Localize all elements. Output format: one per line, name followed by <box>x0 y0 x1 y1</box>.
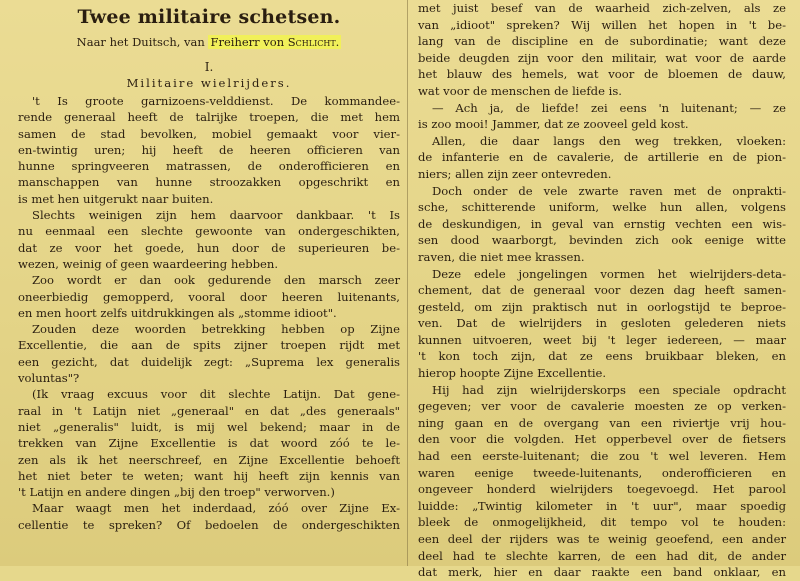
text-line: Deze edele jongelingen vormen het wielrijders-deta- <box>432 266 786 281</box>
text-line: nu eenmaal een slechte gewoonte van ondergeschikten, <box>18 224 400 239</box>
text-line: oneerbiedig gemopperd, vooral door heeren luitenants, <box>18 289 400 304</box>
text-line: Maar waagt men het inderdaad, zóó over Zijne Ex- <box>32 501 400 516</box>
text-line: de infanterie en de cavalerie, de artillerie en de pion- <box>418 150 786 165</box>
text-line: dat ze voor het goede, hun door de superieuren be- <box>18 240 400 255</box>
text-line: had een eerste-luitenant; die zou 't wel leveren. Hem <box>418 449 786 464</box>
text-line: voluntas"? <box>18 371 80 386</box>
author-last: Schlicht. <box>287 35 340 49</box>
text-line: sche, schitterende uniform, welke hun allen, volgens <box>418 200 786 215</box>
text-line: is met hen uitgerukt naar buiten. <box>18 191 214 206</box>
text-line: luidde: „Twintig kilometer in 't uur", maar spoedig <box>418 498 786 513</box>
text-line: Hij had zijn wielrijderskorps een speciale opdracht <box>432 382 786 397</box>
text-line: niers; allen zijn zeer ontevreden. <box>418 166 612 181</box>
text-line: Doch onder de vele zwarte raven met de onprakti- <box>432 183 786 198</box>
article-title: Twee militaire schetsen. <box>77 6 341 28</box>
text-line: niet „generalis" luidt, is mij wel bekend; maar in de <box>18 419 400 434</box>
text-line: het niet beter te weten; want hij heeft zijn kennis van <box>18 468 400 483</box>
text-line: gesteld, om zijn praktisch nut in oorlogstijd te beproe- <box>418 299 786 314</box>
text-line: bleek de onmogelijkheid, dit tempo vol te houden: <box>418 515 786 530</box>
text-line: een deel der rijders was te weinig geoefend, een ander <box>418 532 786 546</box>
text-line: van „idioot" spreken? Wij willen het hopen in 't be- <box>418 17 786 32</box>
text-line: waren eenige tweede-luitenants, onderofficieren en <box>418 465 786 480</box>
text-line: cellentie te spreken? Of bedoelen de ondergeschikten <box>18 517 400 532</box>
text-line: ongeveer honderd wielrijders toegevoegd. Het parool <box>418 482 786 497</box>
text-line: samen de stad bevolken, mobiel gemaakt voor vier- <box>18 126 400 141</box>
section-title: Militaire wielrijders. <box>126 76 292 90</box>
right-column-body <box>418 0 786 581</box>
text-line: het blauw des hemels, wat voor de bloemen de dauw, <box>418 67 786 82</box>
text-line: 't kon toch zijn, dat ze eens bruikbaar bleken, en <box>418 349 786 364</box>
text-line: raal in 't Latijn niet „generaal" en dat „des generaals" <box>18 403 400 418</box>
article-subtitle <box>18 34 400 50</box>
text-line: zen als ik het neerschreef, en Zijne Excellentie behoeft <box>18 452 400 467</box>
text-line: raven, die niet mee krassen. <box>418 249 585 264</box>
subtitle-prefix: Naar het Duitsch, van <box>76 35 205 49</box>
text-line: ning gaan en de overgang van een riviertje vrij hou- <box>418 415 786 430</box>
text-line: deel had te slechte karren, de een had dit, de ander <box>418 548 786 563</box>
text-line: sen dood waarborgt, bevinden zich ook eenige witte <box>418 233 786 248</box>
right-column <box>418 0 786 580</box>
text-line: en men hoort zelfs uitdrukkingen als „stomme idioot". <box>18 305 337 320</box>
text-line: beide deugden zijn voor den militair, wat voor de aarde <box>418 50 786 65</box>
column-divider <box>407 0 408 566</box>
text-line: Excellentie, die aan de spits zijner troepen rijdt met <box>18 338 400 353</box>
text-line: (Ik vraag excuus voor dit slechte Latijn. Dat gene- <box>32 387 400 402</box>
section-number: I. <box>204 60 214 74</box>
text-line: rende generaal heeft de talrijke troepen, die met hem <box>18 110 400 125</box>
text-line: is zoo mooi! Jammer, dat ze zooveel geld kost. <box>418 117 689 132</box>
text-line: een gezicht, dat duidelijk zegt: „Suprema lex generalis <box>18 354 400 369</box>
text-line: manschappen van hunne stroozakken opgeschrikt en <box>18 175 400 190</box>
text-line: ven. Dat de wielrijders in gesloten gelederen niets <box>418 316 786 331</box>
left-column-body <box>18 93 400 533</box>
author-name <box>208 35 341 49</box>
text-line: 't Is groote garnizoens-velddienst. De kommandee- <box>32 94 400 108</box>
text-line: wat voor de menschen de liefde is. <box>418 83 622 98</box>
text-line: — Ach ja, de liefde! zei eens 'n luitenant; — ze <box>432 100 786 115</box>
text-line: 't Latijn en andere dingen „bij den troep" verworven.) <box>18 485 335 500</box>
text-line: Zoo wordt er dan ook gedurende den marsch zeer <box>32 273 400 288</box>
text-line: hunne springveeren matrassen, de onderofficieren en <box>18 159 400 174</box>
text-line: kunnen uitvoeren, weet bij 't leger iedereen, — maar <box>418 332 786 347</box>
text-line: Allen, die daar langs den weg trekken, vloeken: <box>432 133 786 148</box>
text-line: wezen, weinig of geen waardeering hebben. <box>18 256 279 271</box>
text-line: lang van de discipline en de subordinatie; want deze <box>418 34 786 49</box>
text-line: Zouden deze woorden betrekking hebben op Zijne <box>32 322 400 337</box>
text-line: en-twintig uren; hij heeft de heeren officieren van <box>18 142 400 157</box>
text-line: gegeven; ver voor de cavalerie moesten ze op verken- <box>418 399 786 414</box>
text-line: Slechts weinigen zijn hem daarvoor dankbaar. 't Is <box>32 208 400 223</box>
left-column <box>18 0 400 566</box>
text-line: trekken van Zijne Excellentie is dat woord zóó te le- <box>18 436 400 451</box>
text-line: de deskundigen, in geval van ernstig vechten een wis- <box>418 216 786 231</box>
text-line: den voor die volgden. Het opperbevel over de fietsers <box>418 432 786 447</box>
text-line: hierop hoopte Zijne Excellentie. <box>418 366 607 381</box>
author-first: Freiherr von <box>210 35 285 49</box>
text-line: chement, dat de generaal voor dezen dag heeft samen- <box>418 283 786 298</box>
text-line: dat merk, hier en daar raakte een band onklaar, en <box>418 565 786 580</box>
text-line: met juist besef van de waarheid zich-zelven, als ze <box>418 1 786 15</box>
